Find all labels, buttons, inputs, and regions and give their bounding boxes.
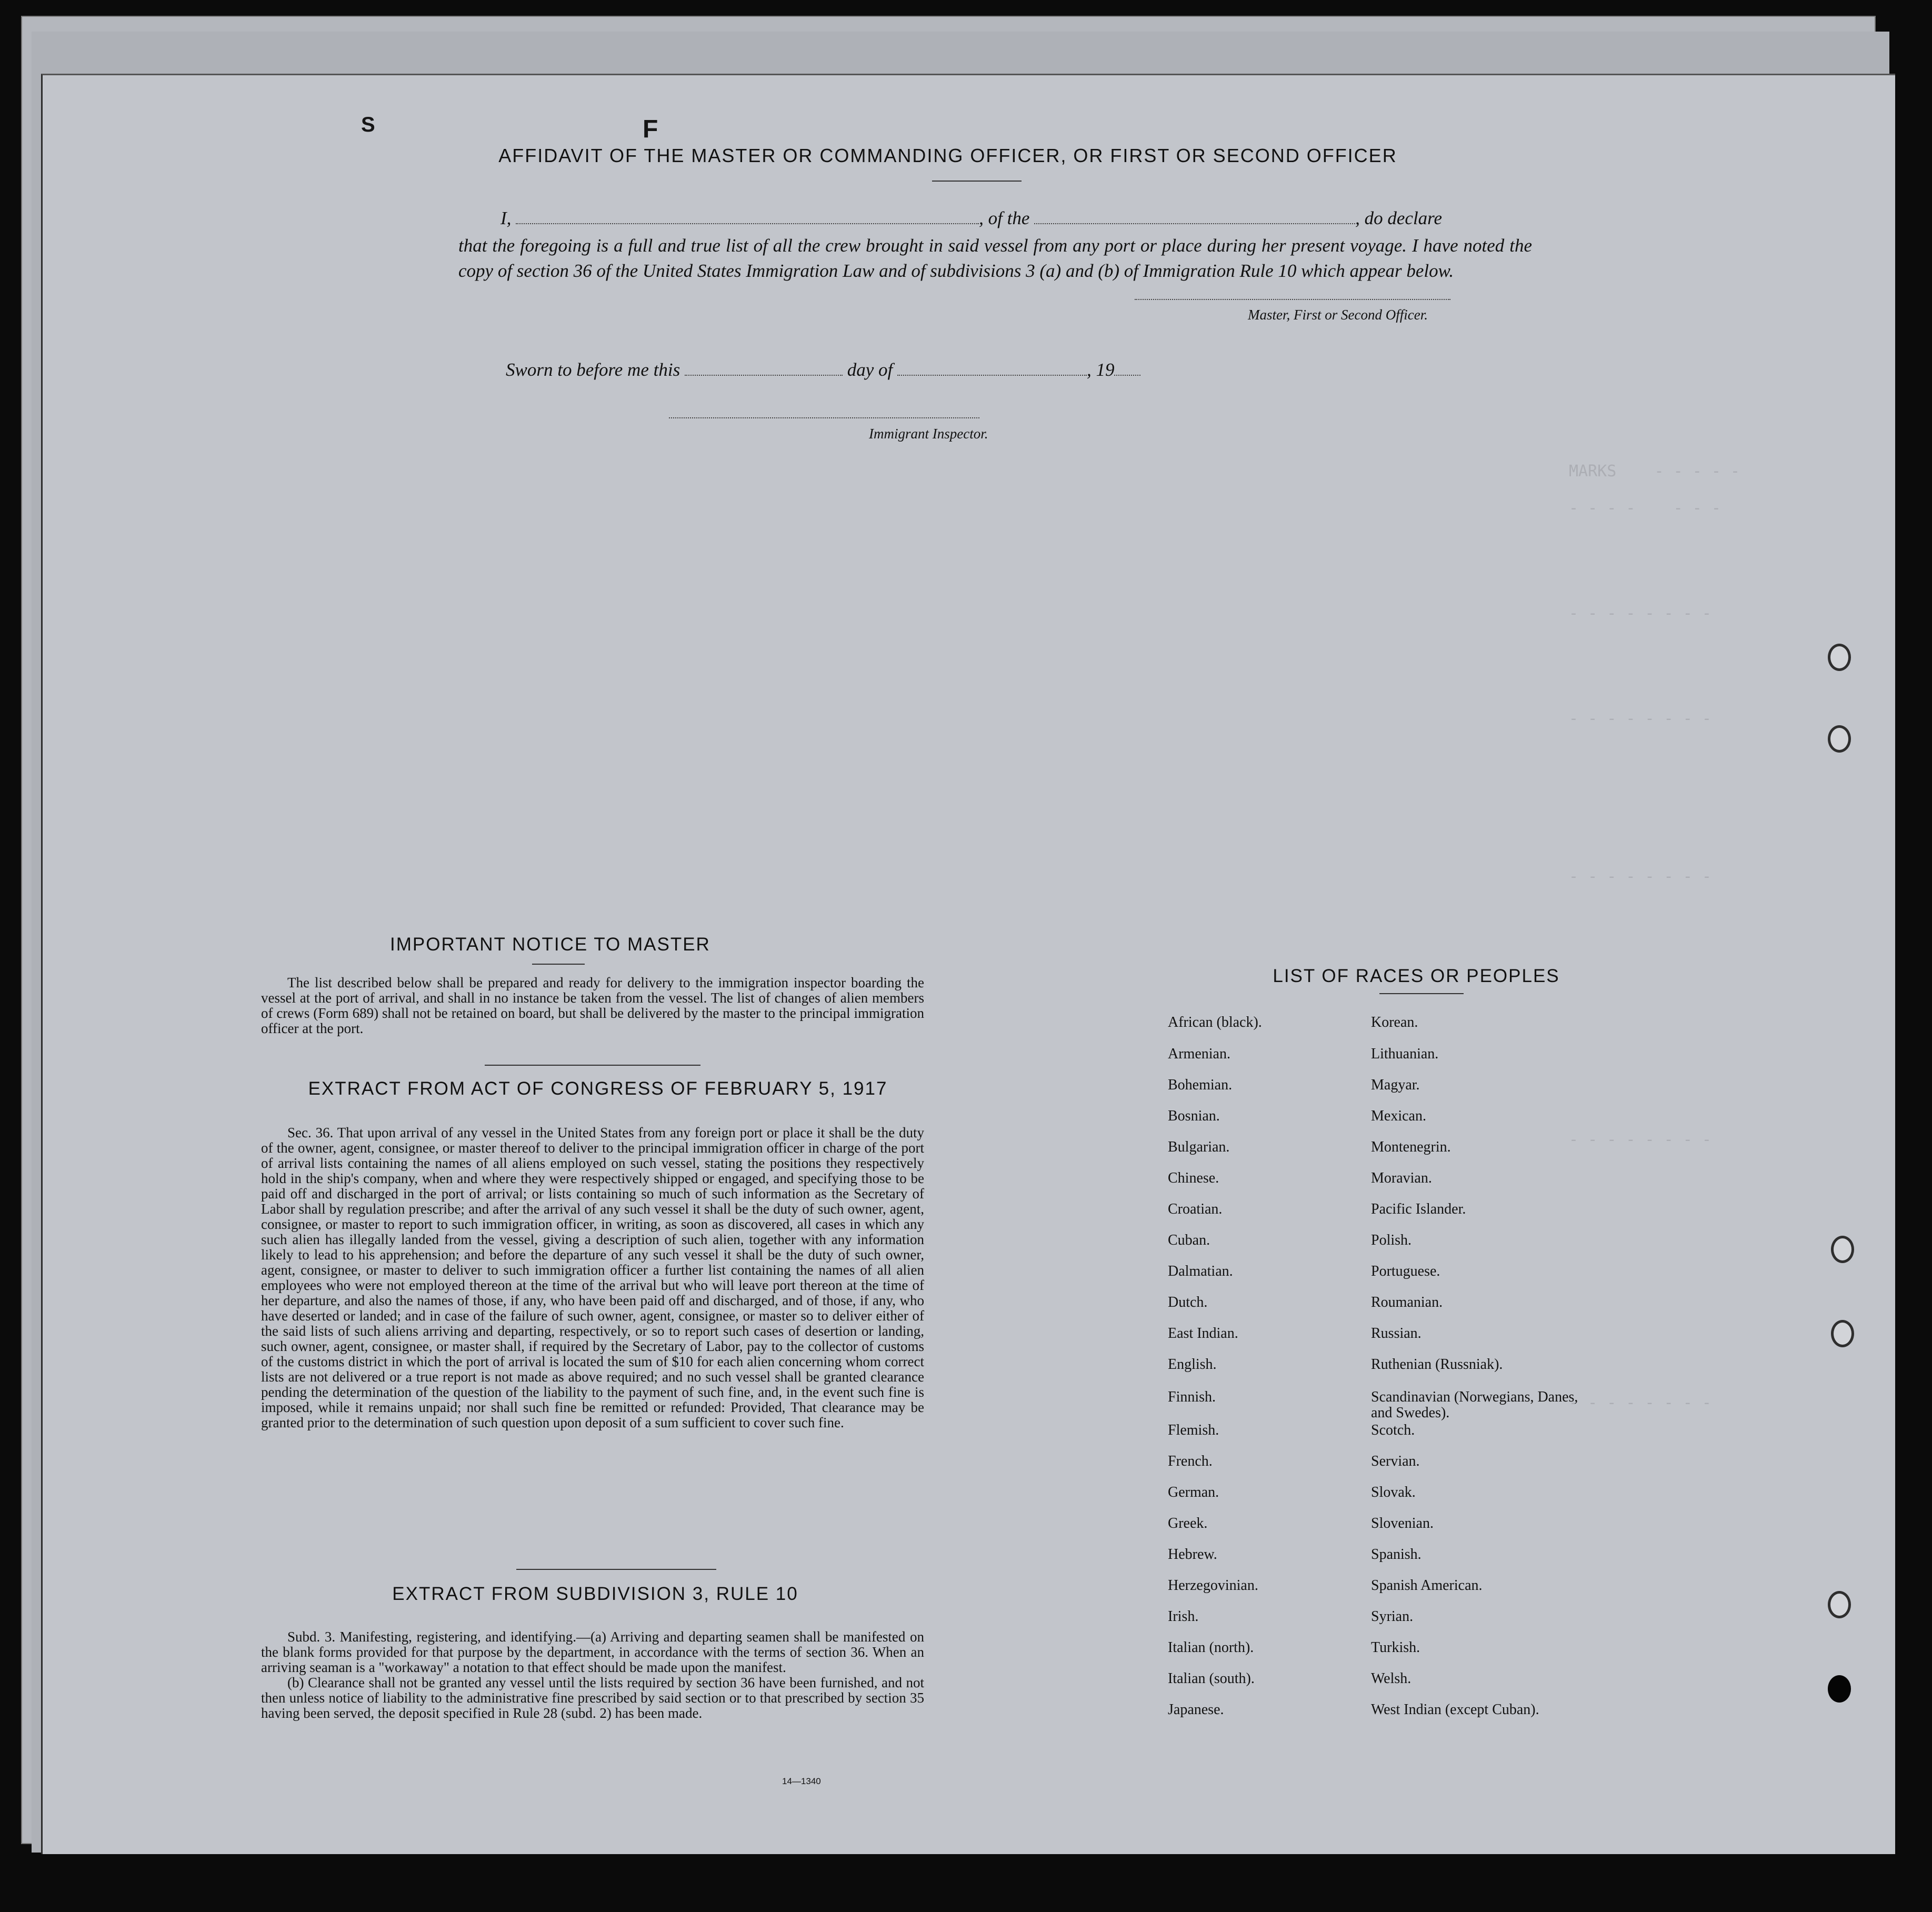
race-item: Irish. — [1168, 1608, 1199, 1625]
notice-paragraph: The list described below shall be prepared and ready for delivery to the immigration inspector boarding the vessel at the port of arrival, and shall in no instance be taken from the vessel. The list of changes of alien members of crews (Form 689) shall not be retained on board, but shall be delivered by the master to the principal immigration officer at the port. — [261, 975, 924, 1036]
race-item: West Indian (except Cuban). — [1371, 1701, 1539, 1718]
race-item: Welsh. — [1371, 1670, 1412, 1687]
race-item: Mexican. — [1371, 1108, 1426, 1124]
divider — [516, 1569, 716, 1570]
race-item: Italian (north). — [1168, 1639, 1254, 1656]
race-item: Cuban. — [1168, 1232, 1210, 1248]
act-extract-body — [261, 1125, 924, 1430]
divider — [932, 181, 1022, 182]
race-item: Scandinavian (Norwegians, Danes, and Swedes). — [1371, 1389, 1578, 1421]
race-item: Roumanian. — [1371, 1294, 1443, 1310]
race-item: French. — [1168, 1453, 1213, 1469]
day-of-text: day of — [847, 359, 893, 380]
race-item: Croatian. — [1168, 1201, 1223, 1217]
race-item: Chinese. — [1168, 1170, 1219, 1186]
race-item: Ruthenian (Russniak). — [1371, 1356, 1503, 1373]
race-item: Magyar. — [1371, 1077, 1420, 1093]
affidavit-title: AFFIDAVIT OF THE MASTER OR COMMANDING OFFICER, OR FIRST OR SECOND OFFICER — [498, 145, 1397, 166]
affidavit-body: that the foregoing is a full and true list of all the crew brought in said vessel from any port or place during her present voyage. I have noted the copy of section 36 of the United States Immigration Law and of subdivisions 3 (a) and (b) of Immigration Rule 10 which appear below. — [458, 235, 1532, 281]
master-signature-caption: Master, First or Second Officer. — [1248, 307, 1428, 323]
race-item: English. — [1168, 1356, 1217, 1373]
affidavit-first-line — [500, 208, 1532, 229]
affidavit-i: I, — [500, 208, 512, 228]
month-blank — [897, 361, 1087, 376]
divider — [532, 964, 585, 965]
punch-hole — [1828, 644, 1851, 671]
inspector-caption: Immigrant Inspector. — [869, 426, 988, 442]
race-item: Armenian. — [1168, 1046, 1230, 1062]
sworn-line — [506, 359, 1140, 381]
race-item: Pacific Islander. — [1371, 1201, 1466, 1217]
race-item: Moravian. — [1371, 1170, 1432, 1186]
year-prefix: , 19 — [1086, 359, 1115, 380]
race-item: Polish. — [1371, 1232, 1412, 1248]
corner-mark-s: S — [361, 113, 375, 136]
race-item: Servian. — [1371, 1453, 1420, 1469]
races-title: LIST OF RACES OR PEOPLES — [1273, 966, 1560, 986]
day-blank — [685, 361, 843, 376]
divider — [1379, 993, 1464, 994]
race-item: Portuguese. — [1371, 1263, 1440, 1279]
rule-paragraph-a: Subd. 3. Manifesting, registering, and identifying.—(a) Arriving and departing seamen shall be manifested on the blank forms provided for that purpose by the department, in accordance with the terms of section 36. When an arriving seaman is a "workaway" a notation to that effect should be made upon the manifest. — [261, 1629, 924, 1675]
name-blank — [516, 209, 979, 224]
punch-hole — [1828, 725, 1851, 753]
act-paragraph: Sec. 36. That upon arrival of any vessel in the United States from any foreign port or place it shall be the duty of the owner, agent, consignee, or master thereof to deliver to the principal immigration officer in charge of the port of arrival lists containing the names of all aliens employed on such vessel, stating the positions they respectively hold in the ship's company, when and where they were respectively shipped or engaged, and specifying those to be paid off and discharged in the port of arrival; or lists containing so much of such information as the Secretary of Labor shall by regulation prescribe; and after the arrival of any such vessel it shall be the duty of such owner, agent, consignee, or master to report to such immigration officer, in writing, as soon as discovered, all cases in which any such alien has illegally landed from the vessel, giving a description of such alien, together with any information likely to lead to his apprehension; and before the departure of any such vessel it shall be the duty of such owner, agent, consignee, or master to deliver to such immigration officer a further list containing the names of all alien employees who were not employed thereon at the time of the arrival but who will leave port thereon at the time of her departure, and also the names of those, if any, who have been paid off and discharged, and of those, if any, who have deserted or landed; and in case of the failure of such owner, agent, consignee, or master so to deliver either of the said lists of such aliens arriving and departing, respectively, or so to report such cases of desertion or landing, such owner, agent, consignee, or master shall, if required by the Secretary of Labor, pay to the collector of customs of the customs district in which the port of arrival is located the sum of $10 for each alien concerning whom correct lists are not delivered or a true report is not made as above required; and no such vessel shall be granted clearance pending the determination of the question of the liability to the payment of such fine, and, in the event such fine is imposed, while it remains unpaid; nor shall such fine be remitted or refunded: Provided, That clearance may be granted prior to the determination of such question upon deposit of a sum sufficient to cover such fine. — [261, 1125, 924, 1430]
race-item: East Indian. — [1168, 1325, 1238, 1342]
race-item: Spanish American. — [1371, 1577, 1483, 1594]
race-item: Lithuanian. — [1371, 1046, 1439, 1062]
sworn-text: Sworn to before me this — [506, 359, 680, 380]
race-item: Russian. — [1371, 1325, 1422, 1342]
race-item: Turkish. — [1371, 1639, 1420, 1656]
race-item: Spanish. — [1371, 1546, 1422, 1563]
race-item: Hebrew. — [1168, 1546, 1217, 1563]
document-page: MARKS - - - - - - - - - - - - - - - - - - - - - - - - - - - - - - - - - - - - - - - - - - - - - - - - - - - - S F AFFIDAVIT OF THE MASTER OR COMMANDING OFFICER, OR FIRST OR SECOND OFFICER I, , of the , do declare that the foregoing is a full and true list of all the crew brought in said vessel from any port or place during her present voyage. I have noted the copy of section 36 of the United States Immigration Law and of subdivisions 3 (a) and (b) of Immigration Rule 10 which appear below. Master, First or Second Officer. Sworn to before me this day of , 19 Immigrant Inspector. IMPORTANT NOTICE TO MASTER The list described below shall be prepared and ready for delivery to the immigration inspector boarding the vessel at the port of arrival, and shall in no instance be taken from the vessel. The list of changes of alien members of crews (Form 689) shall not be retained on board, but shall be delivered by the master to the principal immigration officer at the port. EXTRACT FROM ACT OF CONGRESS OF FEBRUARY 5, 1917 Sec. 36. That upon arrival of any vessel in the United States from any foreign port or place it shall be the duty of the owner, agent, consignee, or master thereof to deliver to the principal immigration officer in charge of the port of arrival lists containing the names of all aliens employed on such vessel, stating the positions they respectively hold in the ship's company, when and where they were respectively shipped or engaged, and specifying those to be paid off and discharged in the port of arrival; or lists containing so much of such information as the Secretary of Labor shall by regulation prescribe; and after the arrival of any such vessel it shall be the duty of such owner, agent, consignee, or master to report to such immigration officer, in writing, as soon as discovered, all cases in which any such alien has illegally landed from the vessel, giving a description of such alien, together with any information likely to lead to his apprehension; and before the departure of any such vessel it shall be the duty of such owner, agent, consignee, or master to deliver to such immigration officer a further list containing the names of all alien employees who were not employed thereon at the time of the arrival but who will leave port thereon at the time of her departure, and also the names of those, if any, who have been paid off and discharged, and of those, if any, who have deserted or landed; and in case of the failure of such owner, agent, consignee, or master so to deliver either of the said lists of such aliens arriving and departing, respectively, or so to report such cases of desertion or landing, such owner, agent, consignee, or master shall, if required by the Secretary of Labor, pay to the collector of customs of the customs district in which the port of arrival is located the sum of $10 for each alien concerning whom correct lists are not delivered or a true report is not made as above required; and no such vessel shall be granted clearance pending the determination of the question of the liability to the payment of such fine, and, in the event such fine is imposed, while it remains unpaid; nor shall such fine be remitted or refunded: Provided, That clearance may be granted prior to the determination of such question upon deposit of a sum sufficient to cover such fine. EXTRACT FROM SUBDIVISION 3, RULE 10 Subd. 3. Manifesting, registering, and identifying.—(a) Arriving and departing seamen shall be manifested on the blank forms provided for that purpose by the department, in accordance with the terms of section 36. When an arriving seaman is a "workaway" a notation to that effect should be made upon the manifest. (b) Clearance shall not be granted any vessel until the lists required by section 36 have been furnished, and not then unless notice of liability to the administrative fine prescribed by said section or to that prescribed by section 35 having been served, the deposit specified in Rule 28 (subd. 2) has been made. 14—1340 LIST OF RACES OR PEOPLES African (black). Armenian. Bohemian. Bosnian. Bulgarian. Chinese. Croatian. Cuban. Dalmatian. Dutch. East Indian. English. Finnish. Flemish. French. German. Greek. Hebrew. Herzegovinian. Irish. Italian (north). Italian (south). Japanese. Korean. Lithuanian. Magyar. Mexican. Montenegrin. Moravian. Pacific Islander. Polish. Portuguese. Roumanian. Russian. Ruthenian (Russniak). Scandinavian (Norwegians, Danes, and Swedes). Scotch. Servian. Slovak. Slovenian. Spanish. Spanish American. Syrian. Turkish. Welsh. West Indian (except Cuban). — [41, 74, 1895, 1854]
race-item: Bulgarian. — [1168, 1139, 1230, 1155]
divider — [485, 1065, 700, 1066]
race-item: Italian (south). — [1168, 1670, 1255, 1687]
race-item: Japanese. — [1168, 1701, 1224, 1718]
race-item: Dalmatian. — [1168, 1263, 1233, 1279]
race-item: Finnish. — [1168, 1389, 1216, 1405]
affidavit-of-the: , of the — [979, 208, 1030, 228]
race-item: Bohemian. — [1168, 1077, 1233, 1093]
vessel-blank — [1034, 209, 1355, 224]
affidavit-do-declare: , do declare — [1355, 208, 1443, 228]
inspector-signature-line — [669, 417, 979, 418]
race-item: Flemish. — [1168, 1422, 1219, 1438]
race-item: Herzegovinian. — [1168, 1577, 1258, 1594]
punch-hole — [1828, 1675, 1851, 1703]
punch-hole — [1828, 1591, 1851, 1618]
rule-paragraph-b: (b) Clearance shall not be granted any vessel until the lists required by section 36 have been furnished, and not then unless notice of liability to the administrative fine prescribed by said section or to that prescribed by section 35 having been served, the deposit specified in Rule 28 (subd. 2) has been made. — [261, 1675, 924, 1721]
rule-extract-title: EXTRACT FROM SUBDIVISION 3, RULE 10 — [392, 1584, 798, 1604]
act-extract-title: EXTRACT FROM ACT OF CONGRESS OF FEBRUARY 5, 1917 — [308, 1078, 888, 1099]
race-item: Korean. — [1371, 1014, 1418, 1030]
race-item: Dutch. — [1168, 1294, 1208, 1310]
rule-extract-body — [261, 1629, 924, 1721]
race-item: Slovak. — [1371, 1484, 1416, 1500]
punch-hole — [1831, 1320, 1854, 1347]
race-item: Montenegrin. — [1371, 1139, 1451, 1155]
notice-title: IMPORTANT NOTICE TO MASTER — [390, 934, 710, 955]
notice-body — [261, 975, 924, 1036]
punch-hole — [1831, 1236, 1854, 1263]
race-item: Bosnian. — [1168, 1108, 1220, 1124]
race-item: Scotch. — [1371, 1422, 1415, 1438]
race-item: Greek. — [1168, 1515, 1208, 1531]
race-item: African (black). — [1168, 1014, 1262, 1030]
year-blank — [1114, 361, 1140, 376]
race-item: Syrian. — [1371, 1608, 1414, 1625]
race-item: Slovenian. — [1371, 1515, 1434, 1531]
corner-mark-f: F — [643, 115, 658, 143]
form-number: 14—1340 — [782, 1776, 821, 1786]
master-signature-line — [1135, 299, 1450, 300]
race-item: German. — [1168, 1484, 1219, 1500]
